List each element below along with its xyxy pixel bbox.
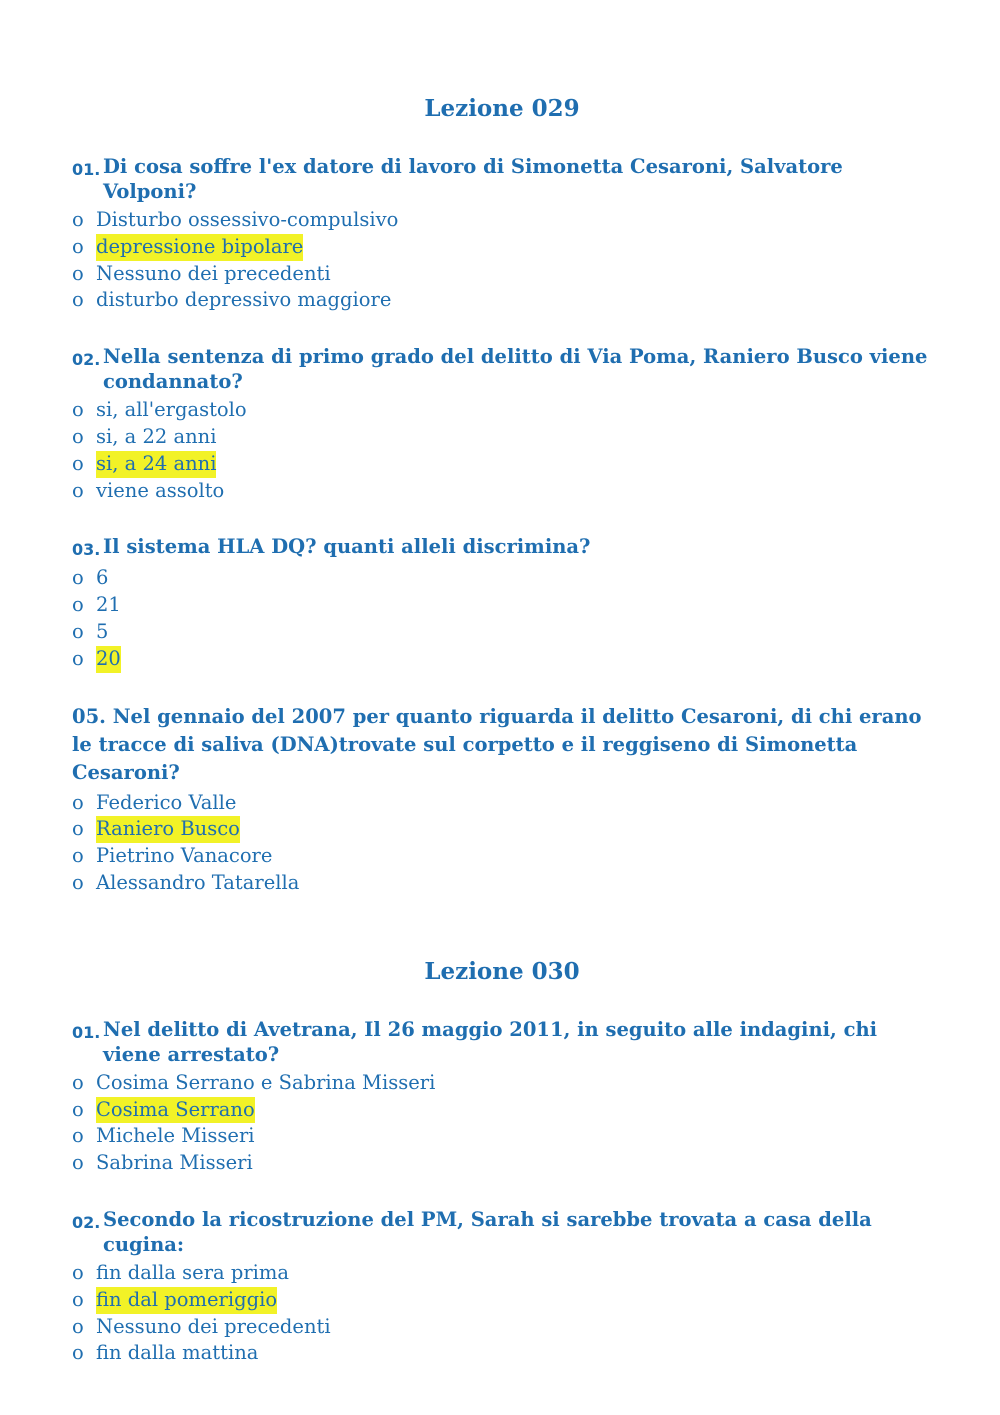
option-text: viene assolto (96, 478, 225, 502)
bullet-icon: o (72, 1314, 84, 1338)
question-body: Nel gennaio del 2007 per quanto riguarda il delitto Cesaroni, di chi erano le tracce di saliva (DNA)trovate sul corpetto e il reggiseno di Simonetta Cesaroni? (72, 704, 922, 784)
answer-option[interactable] (72, 619, 932, 646)
lesson-title: Lezione 029 (424, 95, 580, 122)
header-mark (480, 0, 520, 4)
option-text: 6 (96, 566, 109, 590)
question-body: Nel delitto di Avetrana, Il 26 maggio 2011, in seguito alle indagini, chi viene arrestato? (103, 1017, 878, 1066)
bullet-icon: o (72, 817, 84, 841)
question-body: Nella sentenza di primo grado del delitto di Via Poma, Raniero Busco viene condannato? (103, 345, 928, 394)
option-text: 5 (96, 619, 109, 643)
option-text-highlighted: Cosima Serrano (96, 1097, 255, 1124)
question-number: 03. (72, 540, 101, 560)
options-list (72, 1260, 932, 1367)
question-body: Secondo la ricostruzione del PM, Sarah si sarebbe trovata a casa della cugina: (103, 1207, 872, 1256)
answer-option[interactable] (72, 1260, 932, 1287)
option-text: Alessandro Tatarella (96, 870, 300, 894)
question-text (72, 1017, 932, 1067)
answer-option[interactable] (72, 261, 932, 288)
options-list (72, 790, 932, 897)
options-list (72, 397, 932, 504)
bullet-icon: o (72, 1341, 84, 1365)
bullet-icon: o (72, 566, 84, 590)
options-list (72, 1070, 932, 1177)
question-029-01 (72, 154, 932, 314)
answer-option[interactable] (72, 565, 932, 592)
question-029-03 (72, 534, 932, 672)
answer-option[interactable] (72, 870, 932, 897)
bullet-icon: o (72, 1151, 84, 1175)
answer-option[interactable] (72, 397, 932, 424)
question-text (72, 703, 932, 787)
answer-option[interactable] (72, 234, 932, 261)
option-text: Federico Valle (96, 790, 237, 814)
bullet-icon: o (72, 1287, 84, 1311)
option-text: Pietrino Vanacore (96, 844, 273, 868)
option-text: si, all'ergastolo (96, 398, 247, 422)
bullet-icon: o (72, 1260, 84, 1284)
option-text: disturbo depressivo maggiore (96, 288, 392, 312)
bullet-icon: o (72, 1124, 84, 1148)
question-number: 05. (72, 704, 106, 728)
question-030-01 (72, 1017, 932, 1177)
answer-option[interactable] (72, 1340, 932, 1367)
answer-option[interactable] (72, 207, 932, 234)
bullet-icon: o (72, 790, 84, 814)
question-030-02 (72, 1207, 932, 1367)
answer-option[interactable] (72, 1097, 932, 1124)
option-text: Michele Misseri (96, 1124, 255, 1148)
bullet-icon: o (72, 261, 84, 285)
answer-option[interactable] (72, 287, 932, 314)
option-text: fin dalla mattina (96, 1341, 259, 1365)
option-text: Cosima Serrano e Sabrina Misseri (96, 1070, 436, 1094)
answer-option[interactable] (72, 592, 932, 619)
bullet-icon: o (72, 646, 84, 670)
question-number: 02. (72, 1212, 101, 1232)
document-content (72, 92, 932, 1397)
bullet-icon: o (72, 844, 84, 868)
option-text-highlighted: depressione bipolare (96, 234, 303, 261)
question-text (72, 344, 932, 394)
option-text-highlighted: si, a 24 anni (96, 451, 216, 478)
question-text (72, 154, 932, 204)
lesson-029 (72, 92, 932, 897)
option-text: Disturbo ossessivo-compulsivo (96, 208, 399, 231)
bullet-icon: o (72, 451, 84, 475)
question-body: Il sistema HLA DQ? quanti alleli discrimina? (103, 535, 591, 559)
option-text: Nessuno dei precedenti (96, 1314, 331, 1338)
question-029-05 (72, 703, 932, 897)
lesson-title: Lezione 030 (424, 957, 580, 985)
option-text-highlighted: fin dal pomeriggio (96, 1287, 277, 1314)
bullet-icon: o (72, 593, 84, 617)
bullet-icon: o (72, 1070, 84, 1094)
bullet-icon: o (72, 208, 84, 231)
options-list (72, 565, 932, 672)
option-text: si, a 22 anni (96, 424, 217, 448)
option-text-highlighted: 20 (96, 646, 121, 673)
bullet-icon: o (72, 619, 84, 643)
option-text: Nessuno dei precedenti (96, 261, 331, 285)
answer-option[interactable] (72, 1123, 932, 1150)
bullet-icon: o (72, 234, 84, 258)
options-list (72, 207, 932, 314)
answer-option[interactable] (72, 1287, 932, 1314)
answer-option[interactable] (72, 424, 932, 451)
question-number: 02. (72, 350, 101, 370)
question-number: 01. (72, 1022, 101, 1042)
answer-option[interactable] (72, 1150, 932, 1177)
answer-option[interactable] (72, 1314, 932, 1341)
option-text-highlighted: Raniero Busco (96, 816, 240, 843)
question-body: Di cosa soffre l'ex datore di lavoro di Simonetta Cesaroni, Salvatore Volponi? (103, 155, 843, 203)
question-number: 01. (72, 160, 101, 179)
option-text: 21 (96, 593, 121, 617)
answer-option[interactable] (72, 646, 932, 673)
answer-option[interactable] (72, 451, 932, 478)
option-text: Sabrina Misseri (96, 1151, 253, 1175)
answer-option[interactable] (72, 816, 932, 843)
question-text (72, 534, 932, 562)
answer-option[interactable] (72, 790, 932, 817)
option-text: fin dalla sera prima (96, 1260, 290, 1284)
bullet-icon: o (72, 870, 84, 894)
question-029-02 (72, 344, 932, 504)
lesson-030 (72, 955, 932, 1367)
bullet-icon: o (72, 478, 84, 502)
answer-option[interactable] (72, 478, 932, 505)
bullet-icon: o (72, 288, 84, 312)
question-text (72, 1207, 932, 1257)
answer-option[interactable] (72, 1070, 932, 1097)
bullet-icon: o (72, 398, 84, 422)
bullet-icon: o (72, 424, 84, 448)
bullet-icon: o (72, 1097, 84, 1121)
answer-option[interactable] (72, 843, 932, 870)
